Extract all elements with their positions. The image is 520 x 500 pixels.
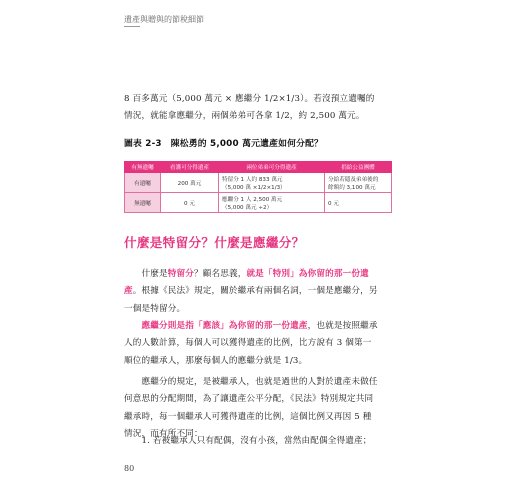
paragraph-intro: 8 百多萬元（5,000 萬元 × 應繼分 1/2×1/3）。若沒預立遺囑的情況，就能拿應繼分，兩個弟弟可各拿 1/2，約 2,500 萬元。 <box>124 94 375 122</box>
text-run: ，也就是按照繼承人的人數計算，每個人可以獲得遺產的比例，比方說有 3 個第一順位的繼承人，那麼每個人的應繼分就是 1/3。 <box>124 321 378 366</box>
text-run: 什麼是 <box>124 269 168 279</box>
highlight-text: 應繼分則是指「應該」為你留的那一份遺產 <box>124 321 308 331</box>
paragraph-statutory-share <box>124 318 378 370</box>
table-cell <box>219 173 325 193</box>
table-header-cell: 兩位弟弟可分得遺產 <box>219 162 325 173</box>
table-row <box>125 193 392 213</box>
cell-line: 分給若隱及弟弟後的 <box>328 176 379 183</box>
section-heading: 什麼是特留分？什麼是應繼分？ <box>124 235 305 250</box>
highlight-text: 特留分 <box>167 269 194 279</box>
cell-line: 0 元 <box>328 200 339 207</box>
table-cell <box>219 193 325 213</box>
table-header-cell: 看護可分得遺產 <box>161 162 219 173</box>
table-cell: 200 萬元 <box>161 173 219 193</box>
highlight-text: 就是「特別」為你留的那一份遺產 <box>124 269 369 297</box>
table-cell <box>325 173 392 193</box>
table-header-cell: 捐給公益團體 <box>325 162 392 173</box>
text-run: ？顧名思義， <box>193 269 247 279</box>
row-label-no-will: 無遺囑 <box>125 193 161 213</box>
row-label-with-will: 有遺囑 <box>125 173 161 193</box>
table-row <box>125 173 392 193</box>
inheritance-table <box>124 161 392 213</box>
table-header-cell: 有無遺囑 <box>125 162 161 173</box>
cell-line: 應繼分 1 人 2,500 萬元 <box>222 196 283 203</box>
paragraph-rules: 應繼分的規定，是被繼承人，也就是過世的人對於遺產未做任何意思的分配期間，為了讓遺產公平分配，《民法》特別規定共同繼承時，每一個繼承人可獲得遺產的比例，這個比例又再因 5 種情況，而有所不同： <box>124 377 378 439</box>
paragraph-reserved-share <box>124 266 378 318</box>
table-cell: 0 元 <box>161 193 219 213</box>
cell-line: （5,000 萬 ×1/2×1/3） <box>222 184 286 191</box>
running-header: 遺產與贈與的節稅細節 <box>124 15 204 24</box>
cell-line: 餘額約 3,100 萬元 <box>328 184 376 191</box>
cell-line: 特留分 1 人約 833 萬元 <box>222 176 283 183</box>
list-item-1: 1. 若被繼承人只有配偶，沒有小孩，當然由配偶全得遺產； <box>124 436 372 446</box>
header-rule <box>124 26 140 27</box>
text-run: 。根據《民法》規定，關於繼承有兩個名詞，一個是應繼分，另一個是特留分。 <box>124 286 378 314</box>
table-cell <box>325 193 392 213</box>
page-number: 80 <box>124 464 135 473</box>
cell-line: （5,000 萬元 ÷2） <box>222 204 273 211</box>
figure-title: 圖表 2-3 陳松勇的 5,000 萬元遺產如何分配？ <box>124 139 324 149</box>
table-header-row <box>125 162 392 173</box>
